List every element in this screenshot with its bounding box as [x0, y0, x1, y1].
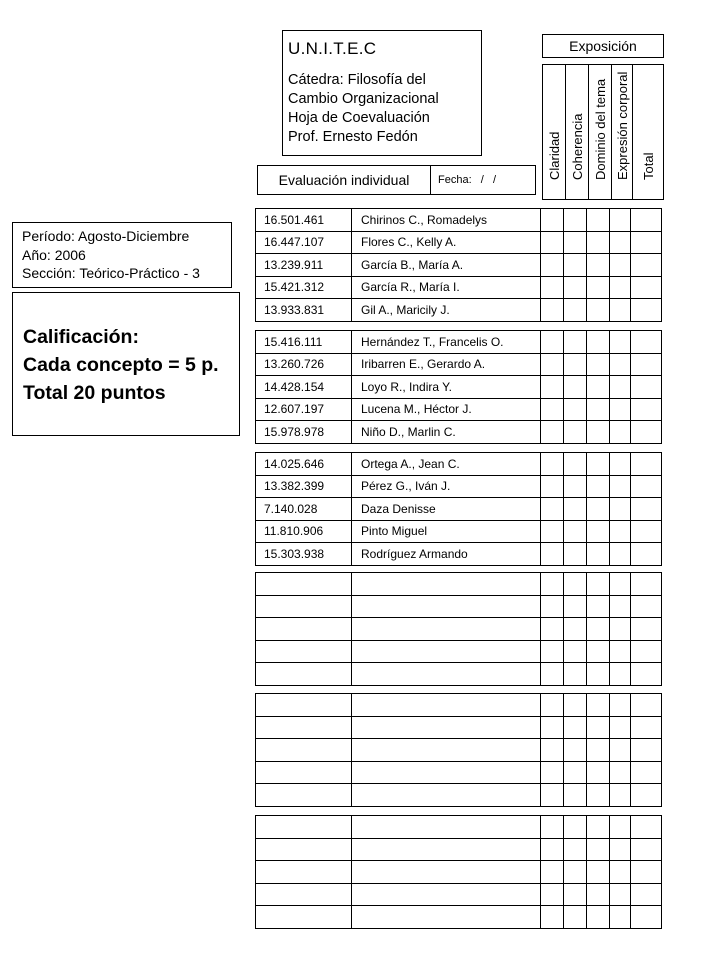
- score-coherencia-cell[interactable]: [564, 353, 587, 376]
- student-id: 14.428.154: [256, 376, 352, 399]
- score-expresion-cell[interactable]: [610, 254, 631, 277]
- student-name: Pinto Miguel: [352, 520, 541, 543]
- criteria-column-total: [633, 65, 663, 199]
- score-coherencia-cell[interactable]: [564, 421, 587, 444]
- criteria-label-coherencia: Coherencia: [570, 113, 585, 180]
- score-total-cell[interactable]: [631, 838, 662, 861]
- student-row: [256, 209, 662, 232]
- score-dominio-cell[interactable]: [587, 595, 610, 618]
- grading-title: Calificación:: [23, 326, 139, 348]
- score-expresion-cell[interactable]: [610, 376, 631, 399]
- student-name: [352, 640, 541, 663]
- score-total-cell[interactable]: [631, 254, 662, 277]
- student-name: Chirinos C., Romadelys: [352, 209, 541, 232]
- student-row: [256, 739, 662, 762]
- score-expresion-cell[interactable]: [610, 421, 631, 444]
- student-row: [256, 816, 662, 839]
- student-id: 11.810.906: [256, 520, 352, 543]
- score-expresion-cell[interactable]: [610, 573, 631, 596]
- score-claridad-cell[interactable]: [541, 694, 564, 717]
- score-coherencia-cell[interactable]: [564, 694, 587, 717]
- score-dominio-cell[interactable]: [587, 231, 610, 254]
- student-name: [352, 618, 541, 641]
- score-expresion-cell[interactable]: [610, 640, 631, 663]
- student-id: [256, 716, 352, 739]
- student-row: [256, 299, 662, 322]
- score-total-cell[interactable]: [631, 906, 662, 929]
- score-expresion-cell[interactable]: [610, 331, 631, 354]
- score-dominio-cell[interactable]: [587, 573, 610, 596]
- score-coherencia-cell[interactable]: [564, 520, 587, 543]
- student-row: [256, 543, 662, 566]
- student-name: [352, 694, 541, 717]
- score-expresion-cell[interactable]: [610, 838, 631, 861]
- sheet-type-line: Hoja de Coevaluación: [288, 110, 430, 126]
- score-claridad-cell[interactable]: [541, 739, 564, 762]
- score-expresion-cell[interactable]: [610, 543, 631, 566]
- score-total-cell[interactable]: [631, 761, 662, 784]
- score-expresion-cell[interactable]: [610, 498, 631, 521]
- anio-text: Año: 2006: [22, 246, 86, 263]
- score-dominio-cell[interactable]: [587, 475, 610, 498]
- score-expresion-cell[interactable]: [610, 595, 631, 618]
- student-row: [256, 398, 662, 421]
- student-id: [256, 761, 352, 784]
- score-coherencia-cell[interactable]: [564, 299, 587, 322]
- student-row: [256, 761, 662, 784]
- score-expresion-cell[interactable]: [610, 475, 631, 498]
- student-id: 15.416.111: [256, 331, 352, 354]
- score-total-cell[interactable]: [631, 376, 662, 399]
- score-dominio-cell[interactable]: [587, 209, 610, 232]
- student-name: [352, 761, 541, 784]
- score-claridad-cell[interactable]: [541, 784, 564, 807]
- score-claridad-cell[interactable]: [541, 376, 564, 399]
- evaluation-bar: [257, 165, 536, 195]
- score-expresion-cell[interactable]: [610, 453, 631, 476]
- score-total-cell[interactable]: [631, 543, 662, 566]
- student-row: [256, 573, 662, 596]
- score-dominio-cell[interactable]: [587, 861, 610, 884]
- student-group-table: [255, 572, 662, 686]
- score-expresion-cell[interactable]: [610, 299, 631, 322]
- score-claridad-cell[interactable]: [541, 640, 564, 663]
- score-claridad-cell[interactable]: [541, 761, 564, 784]
- score-coherencia-cell[interactable]: [564, 716, 587, 739]
- professor-line: Prof. Ernesto Fedón: [288, 129, 418, 145]
- score-dominio-cell[interactable]: [587, 299, 610, 322]
- score-claridad-cell[interactable]: [541, 421, 564, 444]
- score-total-cell[interactable]: [631, 640, 662, 663]
- score-claridad-cell[interactable]: [541, 498, 564, 521]
- score-coherencia-cell[interactable]: [564, 883, 587, 906]
- student-id: 13.933.831: [256, 299, 352, 322]
- score-dominio-cell[interactable]: [587, 739, 610, 762]
- score-dominio-cell[interactable]: [587, 761, 610, 784]
- student-row: [256, 353, 662, 376]
- score-coherencia-cell[interactable]: [564, 663, 587, 686]
- score-dominio-cell[interactable]: [587, 353, 610, 376]
- score-coherencia-cell[interactable]: [564, 573, 587, 596]
- student-name: [352, 716, 541, 739]
- score-coherencia-cell[interactable]: [564, 254, 587, 277]
- student-row: [256, 520, 662, 543]
- student-id: 7.140.028: [256, 498, 352, 521]
- score-claridad-cell[interactable]: [541, 906, 564, 929]
- score-total-cell[interactable]: [631, 716, 662, 739]
- student-id: [256, 906, 352, 929]
- score-total-cell[interactable]: [631, 883, 662, 906]
- student-row: [256, 595, 662, 618]
- student-id: 15.978.978: [256, 421, 352, 444]
- score-dominio-cell[interactable]: [587, 543, 610, 566]
- student-name: [352, 838, 541, 861]
- score-claridad-cell[interactable]: [541, 618, 564, 641]
- student-name: [352, 739, 541, 762]
- score-dominio-cell[interactable]: [587, 784, 610, 807]
- score-expresion-cell[interactable]: [610, 663, 631, 686]
- student-id: 13.260.726: [256, 353, 352, 376]
- student-group-table: [255, 693, 662, 807]
- score-dominio-cell[interactable]: [587, 276, 610, 299]
- score-coherencia-cell[interactable]: [564, 398, 587, 421]
- score-claridad-cell[interactable]: [541, 543, 564, 566]
- score-dominio-cell[interactable]: [587, 498, 610, 521]
- student-id: [256, 694, 352, 717]
- score-total-cell[interactable]: [631, 739, 662, 762]
- score-coherencia-cell[interactable]: [564, 906, 587, 929]
- score-expresion-cell[interactable]: [610, 739, 631, 762]
- score-total-cell[interactable]: [631, 595, 662, 618]
- score-coherencia-cell[interactable]: [564, 231, 587, 254]
- score-expresion-cell[interactable]: [610, 231, 631, 254]
- periodo-text: Período: Agosto-Diciembre: [22, 228, 190, 244]
- score-dominio-cell[interactable]: [587, 716, 610, 739]
- evaluation-label: Evaluación individual: [258, 166, 431, 194]
- student-id: [256, 883, 352, 906]
- score-coherencia-cell[interactable]: [564, 816, 587, 839]
- student-id: 15.303.938: [256, 543, 352, 566]
- student-name: [352, 595, 541, 618]
- score-claridad-cell[interactable]: [541, 883, 564, 906]
- score-coherencia-cell[interactable]: [564, 543, 587, 566]
- grading-box: [12, 292, 240, 436]
- score-dominio-cell[interactable]: [587, 883, 610, 906]
- student-name: Flores C., Kelly A.: [352, 231, 541, 254]
- student-row: [256, 475, 662, 498]
- score-total-cell[interactable]: [631, 573, 662, 596]
- score-expresion-cell[interactable]: [610, 761, 631, 784]
- score-coherencia-cell[interactable]: [564, 861, 587, 884]
- student-id: [256, 861, 352, 884]
- student-name: [352, 784, 541, 807]
- score-coherencia-cell[interactable]: [564, 618, 587, 641]
- score-total-cell[interactable]: [631, 861, 662, 884]
- student-name: [352, 573, 541, 596]
- student-id: [256, 838, 352, 861]
- score-dominio-cell[interactable]: [587, 331, 610, 354]
- student-id: 16.501.461: [256, 209, 352, 232]
- student-row: [256, 694, 662, 717]
- criteria-column-expresion: [612, 65, 633, 199]
- score-dominio-cell[interactable]: [587, 640, 610, 663]
- student-row: [256, 254, 662, 277]
- score-dominio-cell[interactable]: [587, 838, 610, 861]
- student-row: [256, 498, 662, 521]
- score-claridad-cell[interactable]: [541, 475, 564, 498]
- score-expresion-cell[interactable]: [610, 276, 631, 299]
- student-row: [256, 331, 662, 354]
- score-dominio-cell[interactable]: [587, 398, 610, 421]
- score-total-cell[interactable]: [631, 475, 662, 498]
- score-claridad-cell[interactable]: [541, 209, 564, 232]
- student-id: [256, 816, 352, 839]
- score-total-cell[interactable]: [631, 663, 662, 686]
- score-claridad-cell[interactable]: [541, 231, 564, 254]
- student-name: [352, 906, 541, 929]
- score-claridad-cell[interactable]: [541, 595, 564, 618]
- score-total-cell[interactable]: [631, 276, 662, 299]
- score-dominio-cell[interactable]: [587, 816, 610, 839]
- student-group-table: [255, 330, 662, 444]
- student-row: [256, 453, 662, 476]
- score-expresion-cell[interactable]: [610, 883, 631, 906]
- exposicion-header: Exposición: [542, 34, 664, 58]
- student-name: García B., María A.: [352, 254, 541, 277]
- criteria-column-claridad: [543, 65, 566, 199]
- score-expresion-cell[interactable]: [610, 618, 631, 641]
- student-row: [256, 663, 662, 686]
- score-claridad-cell[interactable]: [541, 453, 564, 476]
- score-claridad-cell[interactable]: [541, 299, 564, 322]
- student-id: 12.607.197: [256, 398, 352, 421]
- score-claridad-cell[interactable]: [541, 520, 564, 543]
- score-total-cell[interactable]: [631, 618, 662, 641]
- criteria-column-coherencia: [566, 65, 589, 199]
- score-claridad-cell[interactable]: [541, 816, 564, 839]
- student-id: [256, 640, 352, 663]
- date-field: Fecha: / /: [438, 174, 497, 186]
- student-row: [256, 276, 662, 299]
- student-id: [256, 573, 352, 596]
- student-name: [352, 883, 541, 906]
- score-expresion-cell[interactable]: [610, 520, 631, 543]
- student-id: 13.382.399: [256, 475, 352, 498]
- score-total-cell[interactable]: [631, 398, 662, 421]
- score-coherencia-cell[interactable]: [564, 475, 587, 498]
- student-row: [256, 640, 662, 663]
- score-total-cell[interactable]: [631, 331, 662, 354]
- criteria-label-dominio: Dominio del tema: [593, 78, 608, 180]
- score-claridad-cell[interactable]: [541, 838, 564, 861]
- student-id: [256, 618, 352, 641]
- student-name: Pérez G., Iván J.: [352, 475, 541, 498]
- score-coherencia-cell[interactable]: [564, 595, 587, 618]
- score-total-cell[interactable]: [631, 816, 662, 839]
- score-expresion-cell[interactable]: [610, 209, 631, 232]
- score-total-cell[interactable]: [631, 421, 662, 444]
- course-details: [288, 71, 439, 147]
- score-total-cell[interactable]: [631, 453, 662, 476]
- score-dominio-cell[interactable]: [587, 906, 610, 929]
- student-id: 14.025.646: [256, 453, 352, 476]
- student-id: [256, 663, 352, 686]
- score-total-cell[interactable]: [631, 694, 662, 717]
- student-id: 13.239.911: [256, 254, 352, 277]
- score-expresion-cell[interactable]: [610, 716, 631, 739]
- student-id: [256, 739, 352, 762]
- student-name: Rodríguez Armando: [352, 543, 541, 566]
- score-expresion-cell[interactable]: [610, 906, 631, 929]
- score-dominio-cell[interactable]: [587, 694, 610, 717]
- student-name: Lucena M., Héctor J.: [352, 398, 541, 421]
- score-expresion-cell[interactable]: [610, 694, 631, 717]
- student-row: [256, 376, 662, 399]
- score-claridad-cell[interactable]: [541, 331, 564, 354]
- score-dominio-cell[interactable]: [587, 453, 610, 476]
- student-group-table: [255, 815, 662, 929]
- score-coherencia-cell[interactable]: [564, 331, 587, 354]
- score-expresion-cell[interactable]: [610, 353, 631, 376]
- student-id: [256, 784, 352, 807]
- student-row: [256, 906, 662, 929]
- student-name: Ortega A., Jean C.: [352, 453, 541, 476]
- score-claridad-cell[interactable]: [541, 716, 564, 739]
- score-expresion-cell[interactable]: [610, 816, 631, 839]
- score-coherencia-cell[interactable]: [564, 739, 587, 762]
- score-coherencia-cell[interactable]: [564, 276, 587, 299]
- score-dominio-cell[interactable]: [587, 421, 610, 444]
- student-name: Daza Denisse: [352, 498, 541, 521]
- student-row: [256, 231, 662, 254]
- score-claridad-cell[interactable]: [541, 276, 564, 299]
- criteria-column-dominio: [589, 65, 612, 199]
- student-name: [352, 663, 541, 686]
- score-total-cell[interactable]: [631, 299, 662, 322]
- score-claridad-cell[interactable]: [541, 254, 564, 277]
- score-total-cell[interactable]: [631, 353, 662, 376]
- catedra-line: Cátedra: Filosofía del: [288, 72, 426, 88]
- student-group-table: [255, 208, 662, 322]
- score-dominio-cell[interactable]: [587, 520, 610, 543]
- student-id: 16.447.107: [256, 231, 352, 254]
- score-claridad-cell[interactable]: [541, 353, 564, 376]
- seccion-text: Sección: Teórico-Práctico - 3: [22, 265, 200, 281]
- score-total-cell[interactable]: [631, 784, 662, 807]
- student-row: [256, 861, 662, 884]
- score-coherencia-cell[interactable]: [564, 453, 587, 476]
- student-row: [256, 716, 662, 739]
- score-claridad-cell[interactable]: [541, 398, 564, 421]
- score-claridad-cell[interactable]: [541, 861, 564, 884]
- score-coherencia-cell[interactable]: [564, 838, 587, 861]
- score-claridad-cell[interactable]: [541, 573, 564, 596]
- student-id: [256, 595, 352, 618]
- student-name: García R., María I.: [352, 276, 541, 299]
- criteria-label-total: Total: [641, 152, 656, 180]
- score-dominio-cell[interactable]: [587, 618, 610, 641]
- score-coherencia-cell[interactable]: [564, 209, 587, 232]
- student-row: [256, 618, 662, 641]
- criteria-header: [542, 64, 664, 200]
- score-dominio-cell[interactable]: [587, 663, 610, 686]
- student-id: 15.421.312: [256, 276, 352, 299]
- grading-per-concept: Cada concepto = 5 p.: [23, 354, 219, 376]
- score-coherencia-cell[interactable]: [564, 640, 587, 663]
- grading-total: Total 20 puntos: [23, 382, 166, 404]
- score-total-cell[interactable]: [631, 209, 662, 232]
- score-total-cell[interactable]: [631, 520, 662, 543]
- score-coherencia-cell[interactable]: [564, 498, 587, 521]
- student-row: [256, 421, 662, 444]
- student-row: [256, 838, 662, 861]
- score-expresion-cell[interactable]: [610, 861, 631, 884]
- score-coherencia-cell[interactable]: [564, 784, 587, 807]
- student-name: [352, 816, 541, 839]
- score-dominio-cell[interactable]: [587, 254, 610, 277]
- student-name: Niño D., Marlin C.: [352, 421, 541, 444]
- score-total-cell[interactable]: [631, 231, 662, 254]
- student-group-table: [255, 452, 662, 566]
- student-name: Iribarren E., Gerardo A.: [352, 353, 541, 376]
- criteria-label-expresion: Expresión corporal: [615, 71, 630, 180]
- score-expresion-cell[interactable]: [610, 784, 631, 807]
- score-dominio-cell[interactable]: [587, 376, 610, 399]
- criteria-label-claridad: Claridad: [547, 131, 562, 180]
- catedra-line-2: Cambio Organizacional: [288, 91, 439, 107]
- institution-title: U.N.I.T.E.C: [288, 39, 377, 58]
- score-coherencia-cell[interactable]: [564, 761, 587, 784]
- course-info-box: [12, 222, 232, 288]
- score-total-cell[interactable]: [631, 498, 662, 521]
- student-name: Loyo R., Indira Y.: [352, 376, 541, 399]
- student-name: Hernández T., Francelis O.: [352, 331, 541, 354]
- student-name: [352, 861, 541, 884]
- student-row: [256, 883, 662, 906]
- institution-header-box: [282, 30, 482, 156]
- student-name: Gil A., Maricily J.: [352, 299, 541, 322]
- student-row: [256, 784, 662, 807]
- score-claridad-cell[interactable]: [541, 663, 564, 686]
- score-coherencia-cell[interactable]: [564, 376, 587, 399]
- score-expresion-cell[interactable]: [610, 398, 631, 421]
